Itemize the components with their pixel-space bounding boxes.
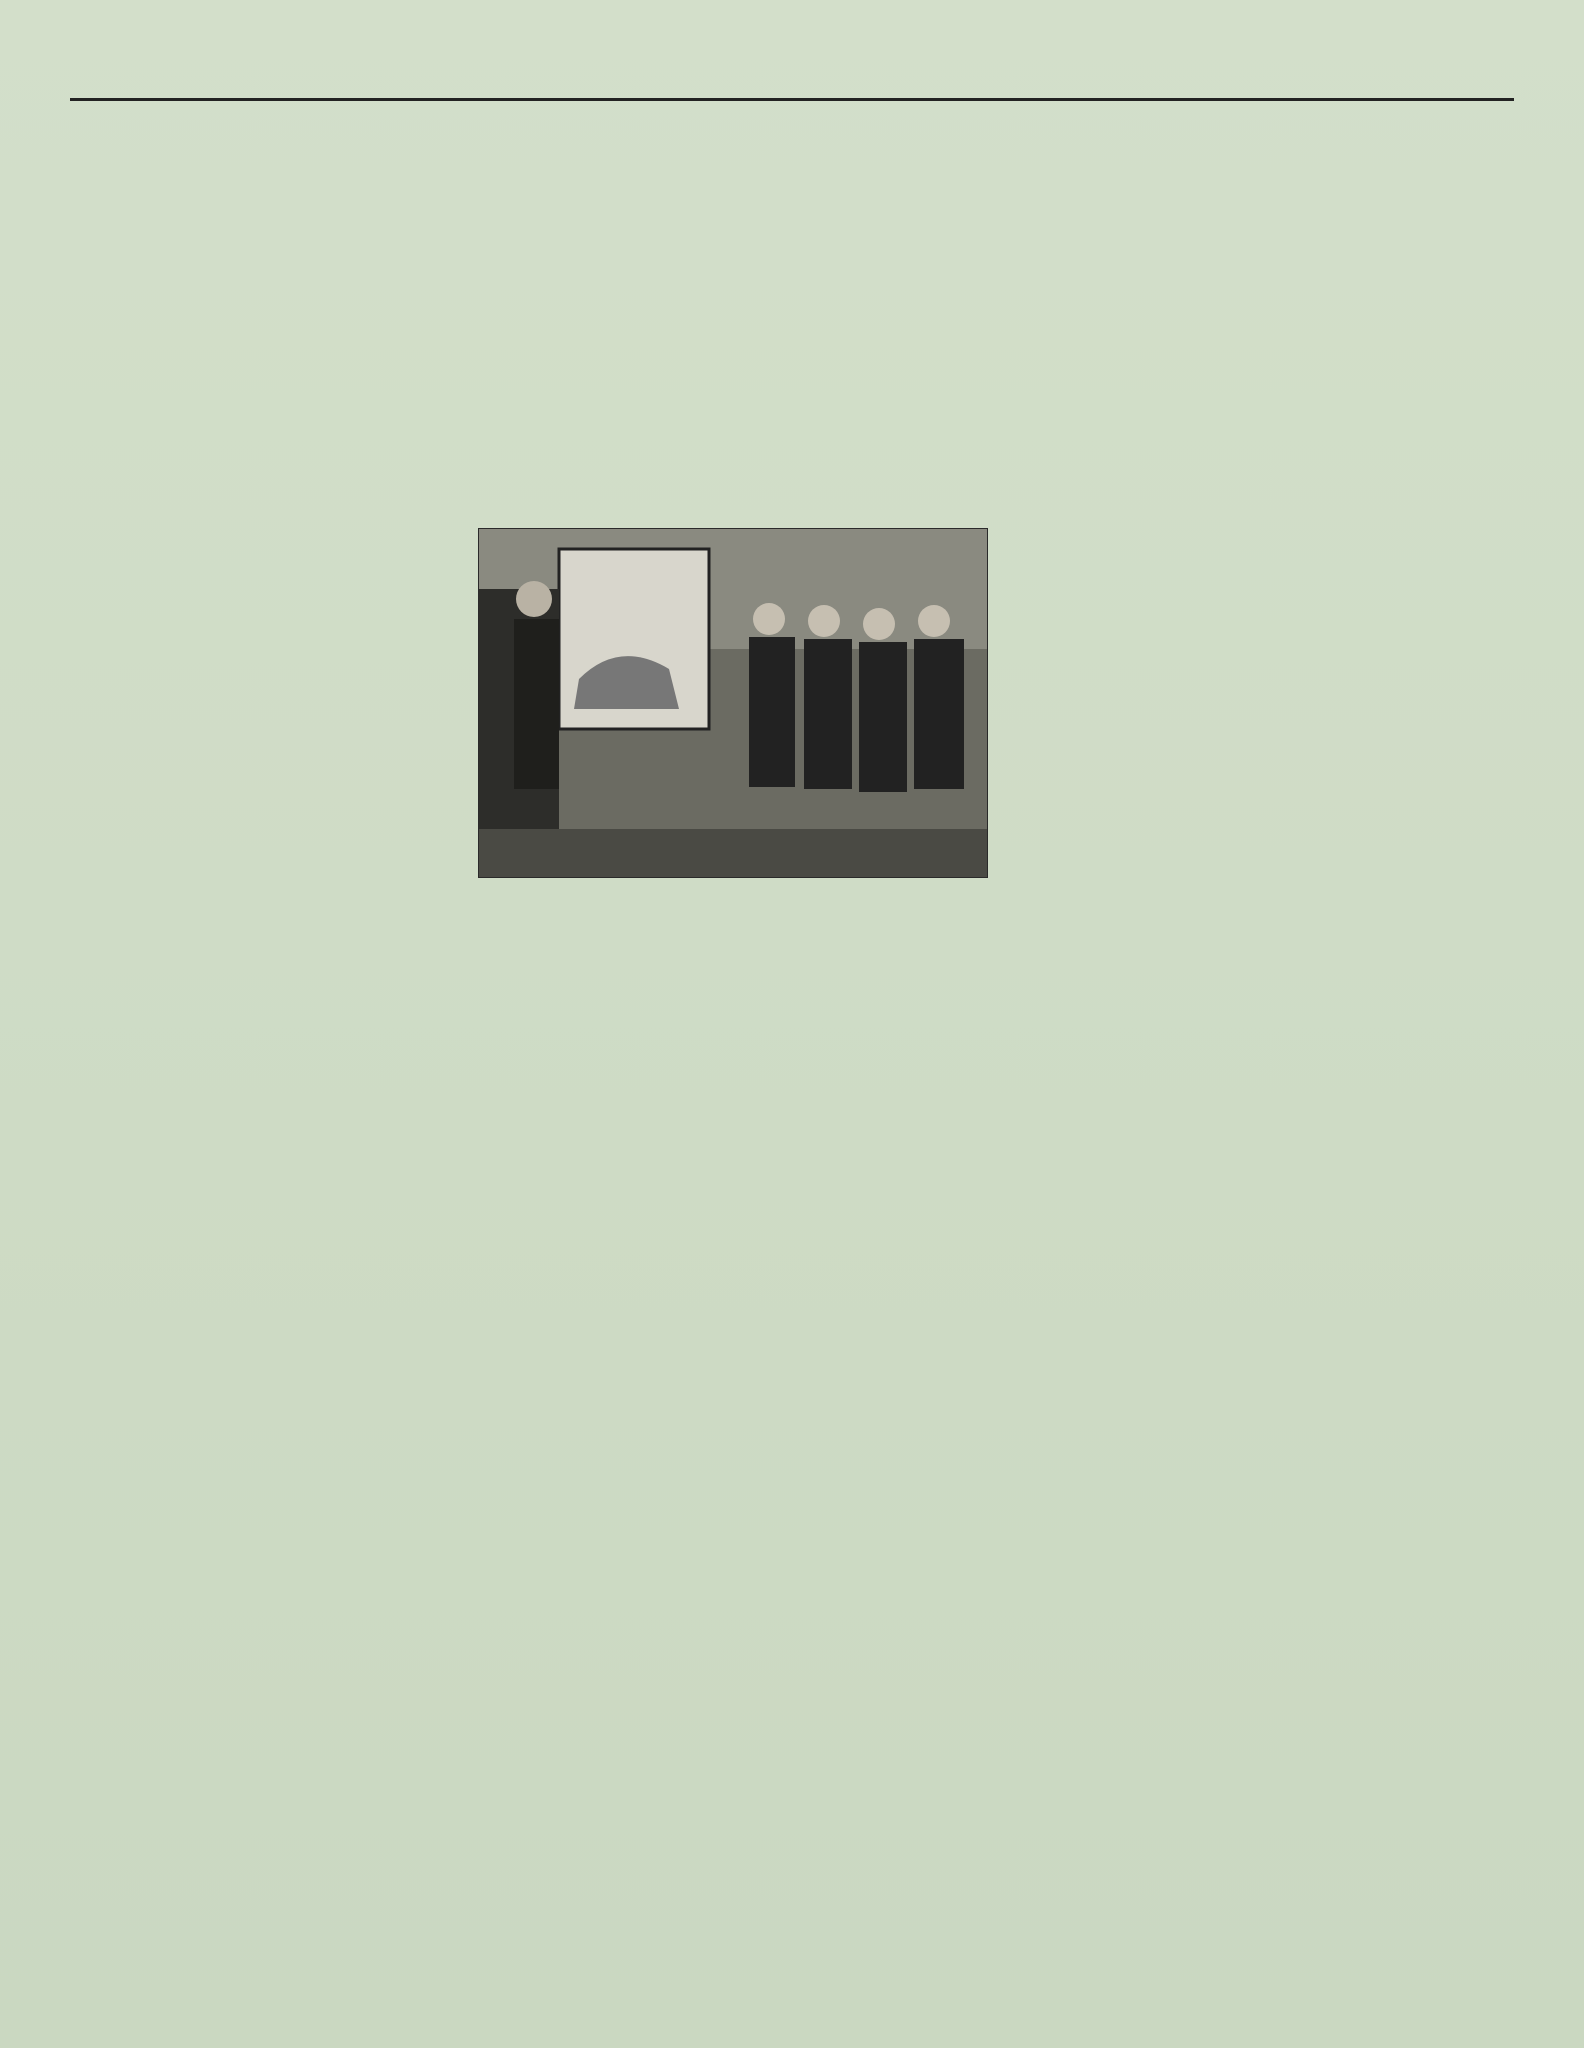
masthead-rule xyxy=(70,98,1514,101)
article-column-8 xyxy=(420,918,596,1046)
article-column-1 xyxy=(1176,516,1336,1286)
classroom-illustration xyxy=(479,529,987,877)
classroom-photo xyxy=(478,528,988,878)
article-column-6 xyxy=(600,906,796,1446)
article-column-5 xyxy=(804,906,994,1030)
masthead xyxy=(70,62,1514,94)
article-column-2 xyxy=(1004,516,1166,1016)
ornament-divider xyxy=(500,456,1084,478)
article-column-4 xyxy=(52,516,296,1026)
